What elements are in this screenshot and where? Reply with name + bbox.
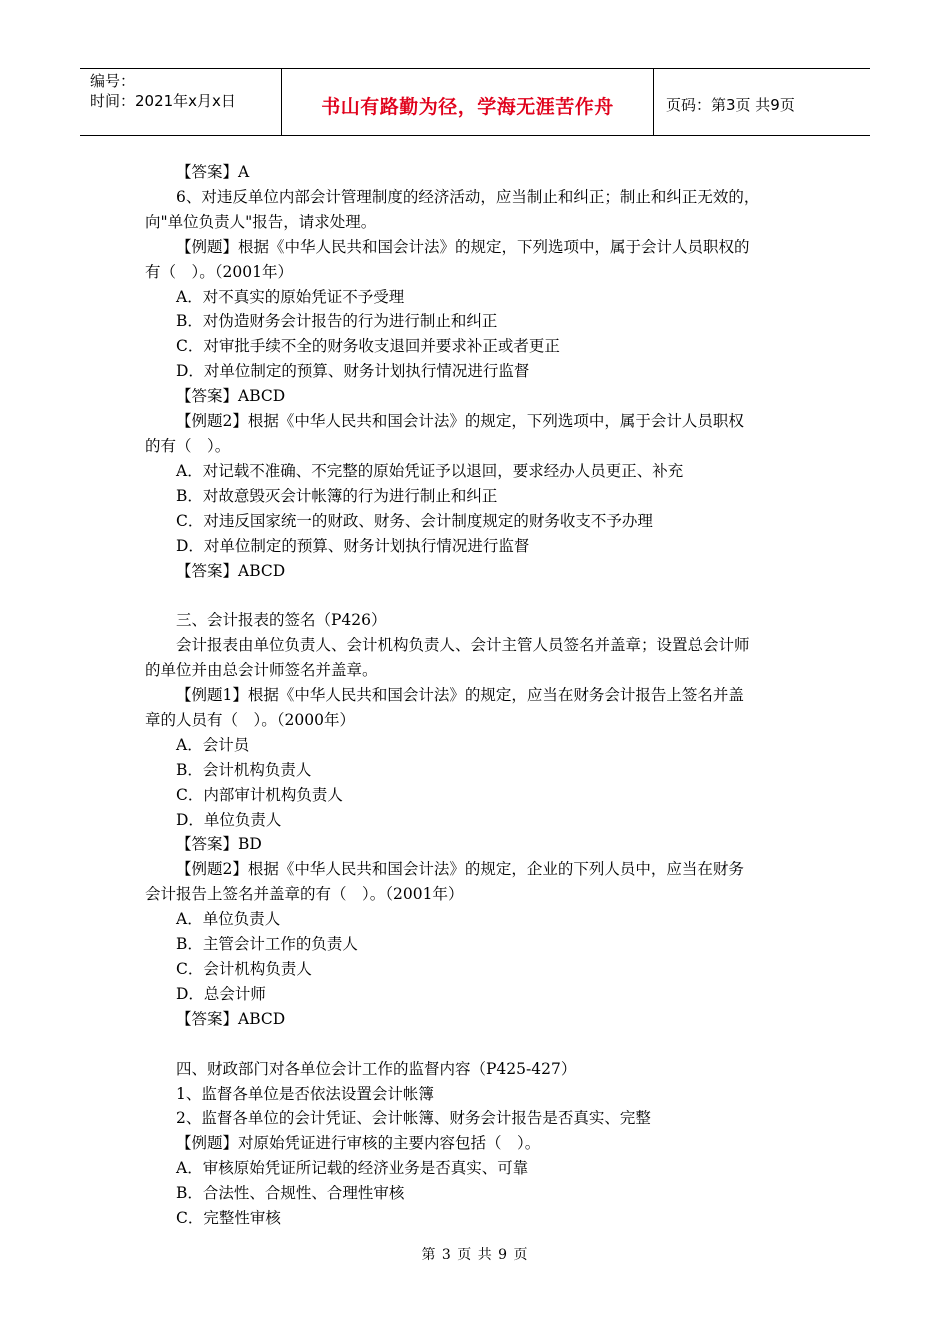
text-line: 【例题】根据《中华人民共和国会计法》的规定，下列选项中，属于会计人员职权的 (176, 237, 750, 256)
text-line: 【答案】BD (176, 835, 262, 854)
text-line: C．完整性审核 (176, 1209, 281, 1228)
blank-line (145, 583, 810, 608)
text-line: 【答案】ABCD (176, 387, 286, 406)
text-line: 【答案】ABCD (176, 1009, 286, 1028)
text-line: C．会计机构负责人 (176, 959, 312, 978)
text-line: 【例题2】根据《中华人民共和国会计法》的规定，企业的下列人员中，应当在财务 (176, 860, 744, 879)
text-line: A．审核原始凭证所记载的经济业务是否真实、可靠 (176, 1159, 529, 1178)
text-line: 6、对违反单位内部会计管理制度的经济活动，应当制止和纠正；制止和纠正无效的， (176, 187, 760, 206)
text-line: 2、监督各单位的会计凭证、会计帐簿、财务会计报告是否真实、完整 (176, 1109, 651, 1128)
page-footer: 第 3 页 共 9 页 (421, 1247, 529, 1263)
text-line: B．合法性、合规性、合理性审核 (176, 1184, 405, 1203)
text-line: D．单位负责人 (176, 810, 282, 829)
text-line: D．对单位制定的预算、财务计划执行情况进行监督 (176, 536, 530, 555)
header-page-code: 页码：第3页 共9页 (666, 95, 795, 114)
header-right-cell (654, 69, 870, 135)
text-line: C．对审批手续不全的财务收支退回并要求补正或者更正 (176, 337, 560, 356)
text-line: A．对记载不准确、不完整的原始凭证予以退回，要求经办人员更正、补充 (176, 461, 684, 480)
text-line: A．单位负责人 (176, 910, 281, 929)
blank-line (145, 1032, 810, 1057)
text-line: 会计报告上签名并盖章的有（ ）。（2001年） (145, 885, 464, 904)
text-line: B．主管会计工作的负责人 (176, 935, 358, 954)
document-number-label: 编号： (90, 72, 136, 90)
text-line: 【答案】A (176, 163, 250, 181)
text-line: B．对故意毁灭会计帐簿的行为进行制止和纠正 (176, 486, 498, 505)
header-motto: 书山有路勤为径，学海无涯苦作舟 (321, 95, 614, 118)
header-motto-cell (282, 69, 654, 135)
text-line: D．对单位制定的预算、财务计划执行情况进行监督 (176, 362, 530, 381)
text-line: 的单位并由总会计师签名并盖章。 (145, 661, 378, 680)
text-line: 的有（ ）。 (145, 436, 231, 455)
text-line: 章的人员有（ ）。（2000年） (145, 710, 355, 729)
text-line: A．对不真实的原始凭证不予受理 (176, 287, 405, 306)
text-line: A．会计员 (176, 735, 250, 754)
text-line: 【例题2】根据《中华人民共和国会计法》的规定，下列选项中，属于会计人员职权 (176, 412, 744, 431)
header-left-cell (80, 69, 282, 135)
text-line: 三、会计报表的签名（P426） (176, 611, 387, 630)
text-line: 【答案】ABCD (176, 561, 286, 580)
text-line: 【例题1】根据《中华人民共和国会计法》的规定，应当在财务会计报告上签名并盖 (176, 686, 744, 705)
text-line: 有（ ）。（2001年） (145, 262, 293, 281)
document-date: 时间：2021年x月x日 (90, 92, 236, 110)
text-line: 【例题】对原始凭证进行审核的主要内容包括（ ）。 (176, 1134, 541, 1153)
text-line: 向"单位负责人"报告，请求处理。 (145, 212, 377, 231)
text-line: 1、监督各单位是否依法设置会计帐簿 (176, 1084, 434, 1103)
document-body (145, 160, 810, 1231)
text-line: C．对违反国家统一的财政、财务、会计制度规定的财务收支不予办理 (176, 511, 653, 530)
text-line: B．会计机构负责人 (176, 760, 312, 779)
text-line: 四、财政部门对各单位会计工作的监督内容（P425-427） (176, 1059, 577, 1078)
text-line: D．总会计师 (176, 984, 266, 1003)
text-line: C．内部审计机构负责人 (176, 785, 343, 804)
text-line: B．对伪造财务会计报告的行为进行制止和纠正 (176, 312, 498, 331)
text-line: 会计报表由单位负责人、会计机构负责人、会计主管人员签名并盖章；设置总会计师 (176, 636, 750, 655)
page-header (80, 68, 870, 136)
